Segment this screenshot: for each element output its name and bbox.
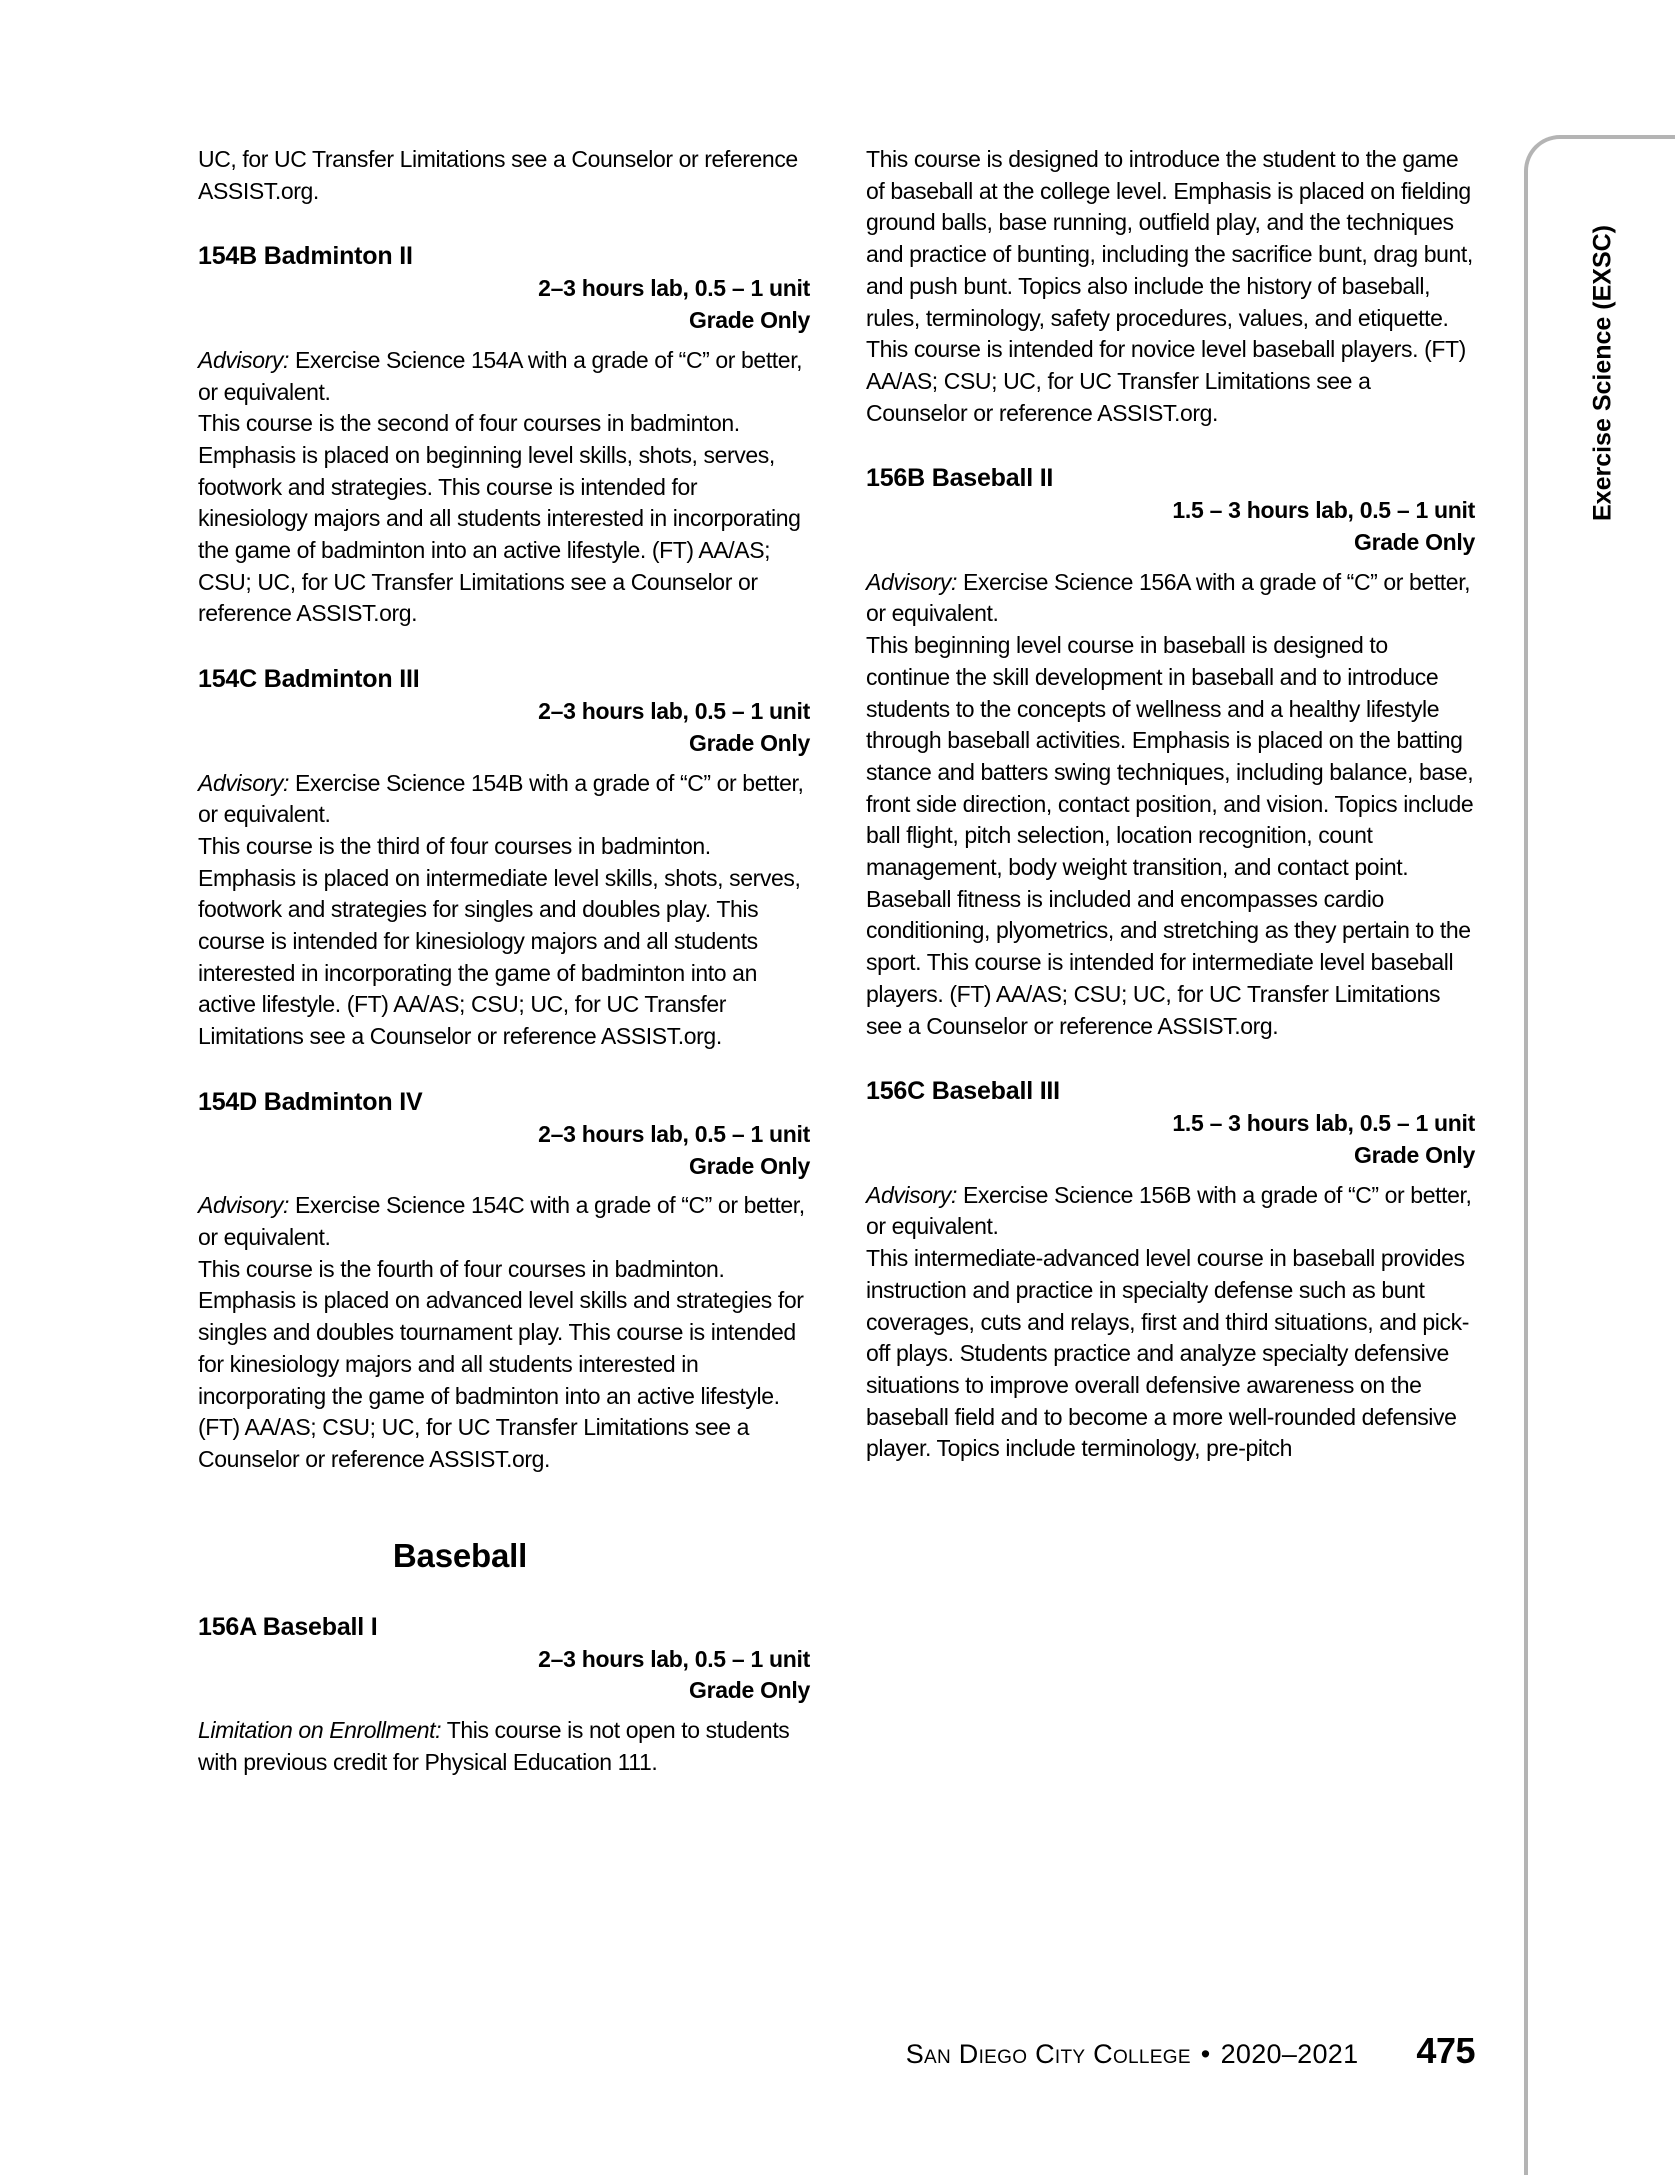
- advisory-text: Exercise Science 156B with a grade of “C” or better, or equivalent.: [866, 1181, 1472, 1240]
- advisory-text: Exercise Science 154A with a grade of “C” or better, or equivalent.: [198, 346, 803, 405]
- course-154d: [198, 1085, 810, 1476]
- left-column: [198, 144, 810, 1778]
- course-code-title: 156B Baseball II: [866, 464, 1054, 493]
- course-154b: [198, 239, 810, 630]
- course-description: This intermediate-advanced level course in baseball provides instruction and practice in specialty defense such as bunt coverages, cuts and relays, first and third situations, and pick-off plays. Students practice and analyze specialty defensive situations to improve overall defensive awareness on the baseball field and to become a more well-rounded defensive player. Topics include terminology, pre-pitch: [866, 1245, 1469, 1462]
- course-code-title: 156C Baseball III: [866, 1077, 1060, 1106]
- course-hours: 2–3 hours lab, 0.5 – 1 unit: [538, 1645, 810, 1672]
- course-grade-type: Grade Only: [689, 1677, 810, 1704]
- limitation-paragraph: [198, 1715, 810, 1778]
- advisory-paragraph: [198, 1190, 810, 1253]
- course-description: This course is the fourth of four courses in badminton. Emphasis is placed on advanced level skills and strategies for singles and doubles tournament play. This course is intended for kinesiology majors and all students interested in incorporating the game of badminton into an active lifestyle. (FT) AA/AS; CSU; UC, for UC Transfer Limitations see a Counselor or reference ASSIST.org.: [198, 1255, 804, 1472]
- course-grade-type: Grade Only: [1354, 1141, 1475, 1168]
- footer-bullet: •: [1200, 2039, 1211, 2069]
- course-hours: 2–3 hours lab, 0.5 – 1 unit: [538, 698, 810, 725]
- page-number: 475: [1416, 2030, 1475, 2071]
- course-description: This beginning level course in baseball is designed to continue the skill development in baseball and to introduce students to the concepts of wellness and a healthy lifestyle through baseball activities. Emphasis is placed on the batting stance and batters swing techniques, including balance, base, front side direction, contact position, and vision. Topics include ball flight, pitch selection, location recognition, count management, body weight transition, and contact point. Baseball fitness is included and encompasses cardio conditioning, plyometrics, and stretching as they pertain to the sport. This course is intended for intermediate level baseball players. (FT) AA/AS; CSU; UC, for UC Transfer Limitations see a Counselor or reference ASSIST.org.: [866, 632, 1474, 1039]
- right-column: [866, 144, 1475, 1465]
- course-156c: [866, 1074, 1475, 1465]
- advisory-paragraph: [198, 345, 810, 408]
- course-code-title: 156A Baseball I: [198, 1612, 378, 1641]
- course-grade-type: Grade Only: [689, 1152, 810, 1179]
- advisory-text: Exercise Science 154B with a grade of “C” or better, or equivalent.: [198, 769, 804, 828]
- advisory-label: Advisory:: [198, 769, 289, 796]
- course-description: This course is the third of four courses in badminton. Emphasis is placed on intermediate level skills, shots, serves, footwork and strategies for singles and doubles play. This course is intended for kinesiology majors and all students interested in incorporating the game of badminton into an active lifestyle. (FT) AA/AS; CSU; UC, for UC Transfer Limitations see a Counselor or reference ASSIST.org.: [198, 832, 801, 1050]
- advisory-label: Advisory:: [198, 1192, 289, 1219]
- footer-college-line: [906, 2039, 1359, 2070]
- limitation-text: This course is not open to students with previous credit for Physical Education 111.: [198, 1717, 790, 1775]
- course-code-title: 154B Badminton II: [198, 242, 413, 271]
- course-156b: [866, 461, 1475, 1042]
- sidebar-tab-label: Exercise Science (EXSC): [1588, 225, 1617, 521]
- course-154a-continuation-text: UC, for UC Transfer Limitations see a Counselor or reference ASSIST.org.: [198, 146, 798, 204]
- course-grade-type: Grade Only: [1354, 529, 1475, 556]
- course-code-title: 154C Badminton III: [198, 665, 420, 694]
- advisory-paragraph: [866, 567, 1475, 630]
- course-156a: [198, 1610, 810, 1779]
- course-hours: 2–3 hours lab, 0.5 – 1 unit: [538, 1120, 810, 1147]
- advisory-text: Exercise Science 156A with a grade of “C” or better, or equivalent.: [866, 568, 1471, 627]
- course-grade-type: Grade Only: [689, 307, 810, 334]
- page-footer: [906, 2030, 1475, 2072]
- footer-college: San Diego City College: [905, 2039, 1191, 2069]
- advisory-paragraph: [198, 768, 810, 831]
- course-hours: 1.5 – 3 hours lab, 0.5 – 1 unit: [1172, 1110, 1475, 1137]
- course-154c: [198, 662, 810, 1053]
- advisory-text: Exercise Science 154C with a grade of “C” or better, or equivalent.: [198, 1192, 805, 1250]
- course-grade-type: Grade Only: [689, 729, 810, 756]
- advisory-label: Advisory:: [866, 568, 957, 595]
- advisory-paragraph: [866, 1180, 1475, 1243]
- course-code-title: 154D Badminton IV: [198, 1087, 423, 1116]
- footer-year: 2020–2021: [1220, 2039, 1359, 2069]
- course-description: This course is the second of four courses in badminton. Emphasis is placed on beginning level skills, shots, serves, footwork and strategies. This course is intended for kinesiology majors and all students interested in incorporating the game of badminton into an active lifestyle. (FT) AA/AS; CSU; UC, for UC Transfer Limitations see a Counselor or reference ASSIST.org.: [198, 410, 801, 627]
- advisory-label: Advisory:: [198, 346, 289, 373]
- course-156a-description-continued: This course is designed to introduce the student to the game of baseball at the college level. Emphasis is placed on fielding ground balls, base running, outfield play, and the techniques and practice of bunting, including the sacrifice bunt, drag bunt, and push bunt. Topics also include the history of baseball, rules, terminology, safety procedures, values, and etiquette. This course is intended for novice level baseball players. (FT) AA/AS; CSU; UC, for UC Transfer Limitations see a Counselor or reference ASSIST.org.: [866, 146, 1473, 426]
- course-hours: 1.5 – 3 hours lab, 0.5 – 1 unit: [1172, 497, 1475, 524]
- course-hours: 2–3 hours lab, 0.5 – 1 unit: [538, 275, 810, 302]
- limitation-label: Limitation on Enrollment:: [198, 1717, 442, 1744]
- advisory-label: Advisory:: [866, 1181, 957, 1208]
- section-heading-baseball: Baseball: [392, 1536, 528, 1574]
